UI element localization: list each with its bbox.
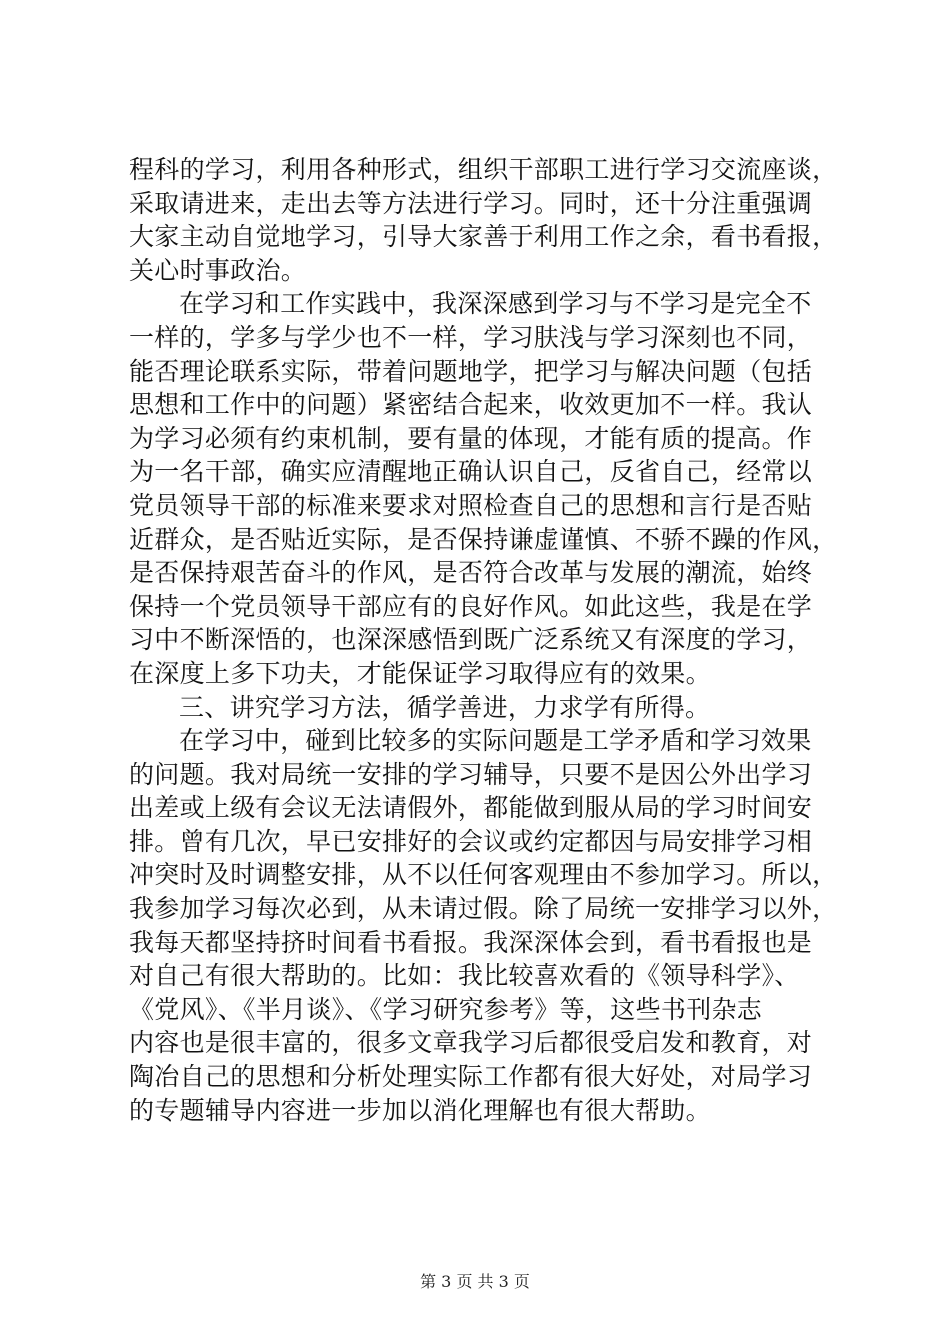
- text-line: 对自己有很大帮助的。比如：我比较喜欢看的《领导科学》、: [129, 961, 800, 991]
- text-line: 《党风》、《半月谈》、《学习研究参考》等，这些书刊杂志: [129, 994, 763, 1024]
- page-number-footer: 第 3 页 共 3 页: [420, 1272, 530, 1291]
- text-line: 习中不断深悟的，也深深感悟到既广泛系统又有深度的学习，: [129, 625, 813, 655]
- text-line: 程科的学习，利用各种形式，组织干部职工进行学习交流座谈，: [129, 155, 838, 184]
- section-heading: 三、讲究学习方法，循学善进，力求学有所得。: [179, 692, 711, 722]
- text-line: 我参加学习每次必到，从未请过假。除了局统一安排学习以外，: [129, 894, 838, 924]
- text-line: 在深度上多下功夫，才能保证学习取得应有的效果。: [129, 658, 711, 688]
- text-line: 保持一个党员领导干部应有的良好作风。如此这些，我是在学: [129, 591, 813, 621]
- text-line: 能否理论联系实际，带着问题地学，把学习与解决问题（包括: [129, 356, 813, 386]
- text-line: 关心时事政治。: [129, 255, 307, 285]
- text-line: 为学习必须有约束机制，要有量的体现，才能有质的提高。作: [129, 423, 813, 453]
- paragraph-start-line: 在学习和工作实践中，我深深感到学习与不学习是完全不: [179, 289, 812, 319]
- text-line: 一样的，学多与学少也不一样，学习肤浅与学习深刻也不同，: [129, 322, 813, 352]
- text-line: 大家主动自觉地学习，引导大家善于利用工作之余，看书看报，: [129, 222, 838, 252]
- text-line: 近群众，是否贴近实际，是否保持谦虚谨慎、不骄不躁的作风，: [129, 524, 838, 554]
- text-line: 陶冶自己的思想和分析处理实际工作都有很大好处，对局学习: [129, 1062, 813, 1092]
- text-line: 我每天都坚持挤时间看书看报。我深深体会到，看书看报也是: [129, 927, 813, 957]
- text-line: 排。曾有几次，早已安排好的会议或约定都因与局安排学习相: [129, 826, 813, 856]
- text-line: 内容也是很丰富的，很多文章我学习后都很受启发和教育，对: [129, 1028, 813, 1058]
- text-line: 思想和工作中的问题）紧密结合起来，收效更加不一样。我认: [129, 390, 813, 420]
- text-line: 采取请进来，走出去等方法进行学习。同时，还十分注重强调: [129, 188, 813, 218]
- text-line: 出差或上级有会议无法请假外，都能做到服从局的学习时间安: [129, 793, 813, 823]
- document-body: [129, 153, 838, 1127]
- text-line: 是否保持艰苦奋斗的作风，是否符合改革与发展的潮流，始终: [129, 558, 813, 588]
- text-line: 的专题辅导内容进一步加以消化理解也有很大帮助。: [129, 1095, 711, 1125]
- paragraph-start-line: 在学习中，碰到比较多的实际问题是工学矛盾和学习效果: [179, 726, 812, 756]
- text-line: 冲突时及时调整安排，从不以任何客观理由不参加学习。所以，: [129, 860, 838, 890]
- text-line: 的问题。我对局统一安排的学习辅导，只要不是因公外出学习: [129, 759, 813, 789]
- text-line: 党员领导干部的标准来要求对照检查自己的思想和言行是否贴: [129, 490, 813, 520]
- text-line: 为一名干部，确实应清醒地正确认识自己，反省自己，经常以: [129, 457, 813, 487]
